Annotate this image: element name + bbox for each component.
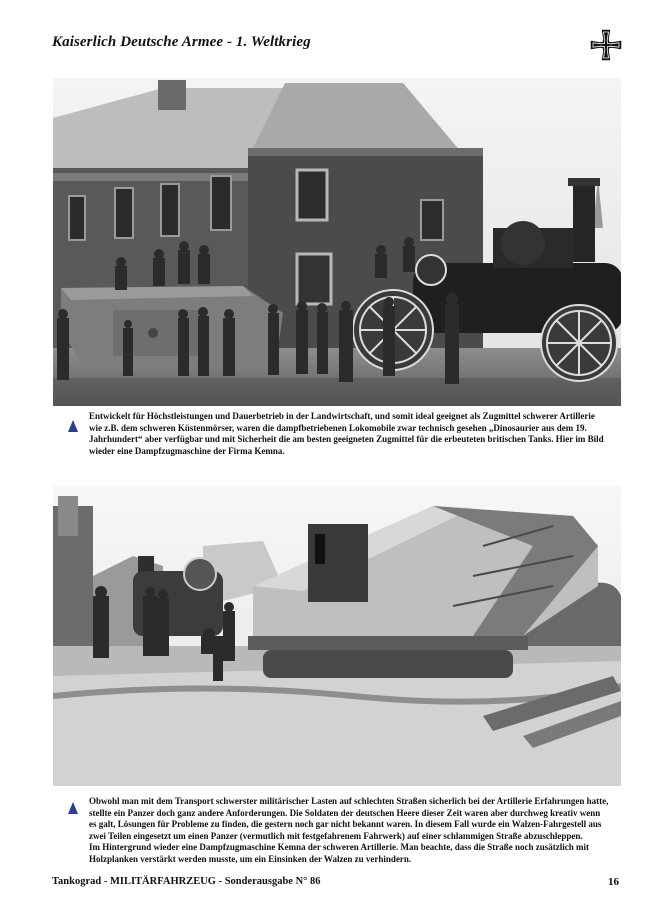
caption-line: stellte ein Panzer doch ganz andere Anforderungen. Die Soldaten der deutschen Heere dieser Zeit waren aber durchweg kreativ wenn (89, 807, 601, 818)
caption-marker-icon (68, 802, 78, 814)
caption-line: Im Hintergrund wieder eine Dampfzugmaschine Kemna der schweren Artillerie. Man beachte, dass die Straße noch zusätzlich mit (89, 842, 589, 852)
caption-line: Jahrhundert“ aber verfügbar und mit Sicherheit die am besten geeigneten Zugmittel für die erbeuteten britischen Tanks. Hier im Bild (89, 434, 604, 444)
caption-line: es galt, Lösungen für Probleme zu finden, die gestern noch gar nicht bekannt waren. In diesem Fall wurde ein Walzen-Fahrgestell aus (89, 819, 602, 829)
caption-photo-1 (66, 411, 626, 457)
caption-line: Entwickelt für Höchstleistungen und Dauerbetrieb in der Landwirtschaft, und somit ideal geeignet als Zugmittel schwerer Artillerie (89, 411, 595, 421)
page-number: 16 (608, 876, 619, 888)
caption-line: wieder eine Dampfzugmaschine der Firma Kemna. (89, 445, 285, 456)
caption-line: zwei Teilen eingesetzt um einen Panzer (vermutlich mit festgefahrenem Fahrwerk) auf einer schlammigen Straße abzuschleppen. (89, 830, 583, 841)
caption-line: Holzplanken verstärkt werden musste, um ein Einsinken der Walzen zu verhindern. (89, 853, 412, 864)
caption-marker-icon (68, 420, 78, 432)
caption-line: wie z.B. dem schweren Küstenmörser, waren die dampfbetriebenen Lokomobile zwar technisch gesehen „Dinosaurier aus dem 19. (89, 422, 587, 433)
caption-line: Obwohl man mit dem Transport schwerster militärischer Lasten auf schlechten Straßen sicherlich bei der Artillerie Erfahrungen hatte, (89, 796, 609, 806)
photo-steam-tractor-and-tank (53, 78, 621, 406)
photo-tank-on-roller-trailer (53, 486, 621, 786)
publication-title: Tankograd - MILITÄRFAHRZEUG - Sonderausgabe N° 86 (52, 876, 321, 887)
caption-photo-2 (66, 796, 626, 865)
page-title: Kaiserlich Deutsche Armee - 1. Weltkrieg (52, 34, 311, 50)
iron-cross-icon (589, 28, 623, 62)
